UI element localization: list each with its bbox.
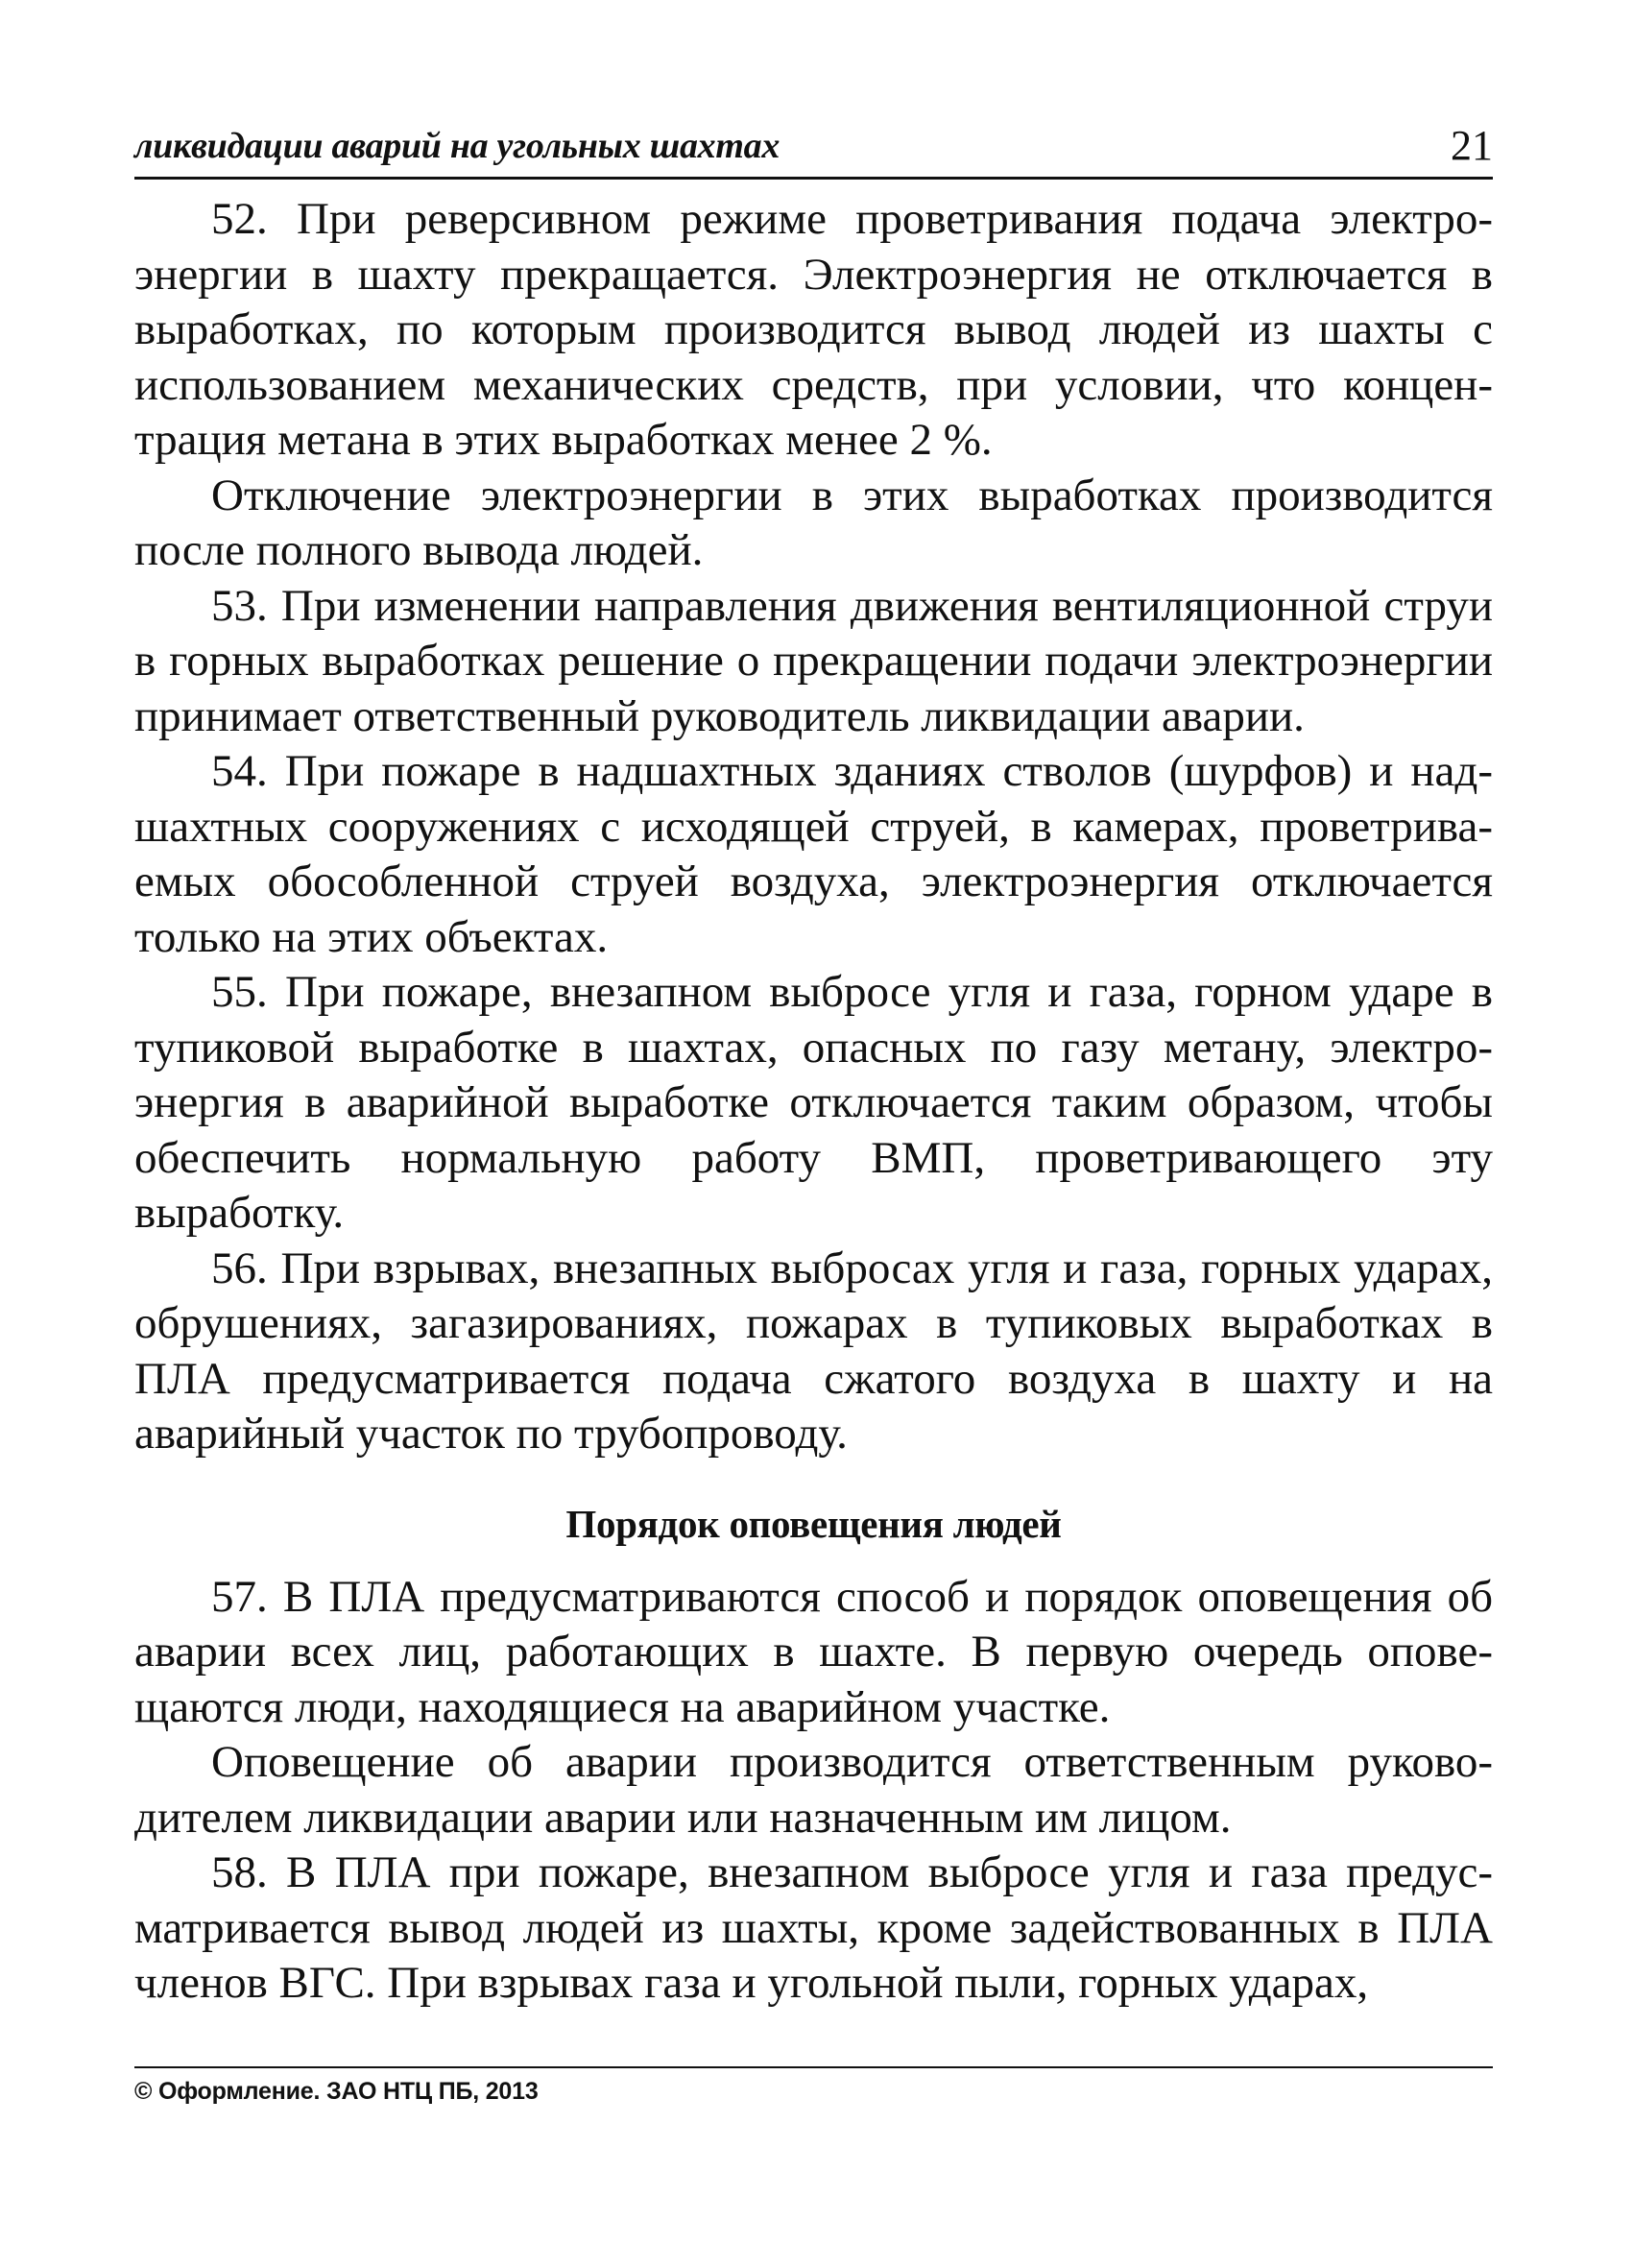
page-footer (134, 2066, 1493, 2106)
section-heading: Порядок оповещения людей (565, 1501, 1062, 1546)
page-number: 21 (1451, 122, 1493, 169)
paragraph-57: 57. В ПЛА предусматриваются способ и порядок оповещения об аварии всех лиц, работающих в шахте. В первую очередь оповещаются люди, находящиеся на аварийном участке. (134, 1571, 1493, 1732)
paragraph-56: 56. При взрывах, внезапных выбросах угля и газа, горных ударах, обрушениях, загазированиях, пожарах в тупиковых выработках в ПЛА предусматривается подача сжатого воздуха в шахту и на аварийный участок по трубопроводу. (134, 1243, 1493, 1459)
paragraph-55: 55. При пожаре, внезапном выбросе угля и газа, горном ударе в тупиковой выработке в шахтах, опасных по газу метану, электроэнергия в аварийной выработке отключается таким образом, чтобы обеспечить нормальную работу ВМП, проветривающего эту выработку. (134, 967, 1493, 1238)
running-title: ликвидации аварий на угольных шахтах (134, 126, 780, 166)
copyright-note: © Оформление. ЗАО НТЦ ПБ, 2013 (134, 2078, 539, 2105)
paragraph-57-continuation: Оповещение об аварии производится ответственным руководителем ликвидации аварии или назначенным им лицом. (134, 1737, 1493, 1843)
paragraph-54: 54. При пожаре в надшахтных зданиях стволов (шурфов) и надшахтных сооружениях с исходящей струей, в камерах, проветриваемых обособленной струей воздуха, электроэнергия отключается только на этих объектах. (134, 746, 1493, 962)
paragraph-53: 53. При изменении направления движения вентиляционной струи в горных выработках решение о прекращении подачи электроэнергии принимает ответственный руководитель ликвидации аварии. (134, 580, 1493, 741)
page-body (134, 192, 1493, 2012)
page-header (134, 113, 1493, 180)
paragraph-52-continuation: Отключение электроэнергии в этих выработках производится после полного вывода людей. (134, 470, 1493, 575)
paragraph-52: 52. При реверсивном режиме проветривания подача электроэнергии в шахту прекращается. Электроэнергия не отключается в выработках, по которым производится вывод людей из шахты с использованием механических средств, при условии, что концентрация метана в этих выработках менее 2 %. (134, 194, 1493, 465)
paragraph-58: 58. В ПЛА при пожаре, внезапном выбросе угля и газа предусматривается вывод людей из шахты, кроме задействованных в ПЛА членов ВГС. При взрывах газа и угольной пыли, горных ударах, (134, 1847, 1493, 2008)
